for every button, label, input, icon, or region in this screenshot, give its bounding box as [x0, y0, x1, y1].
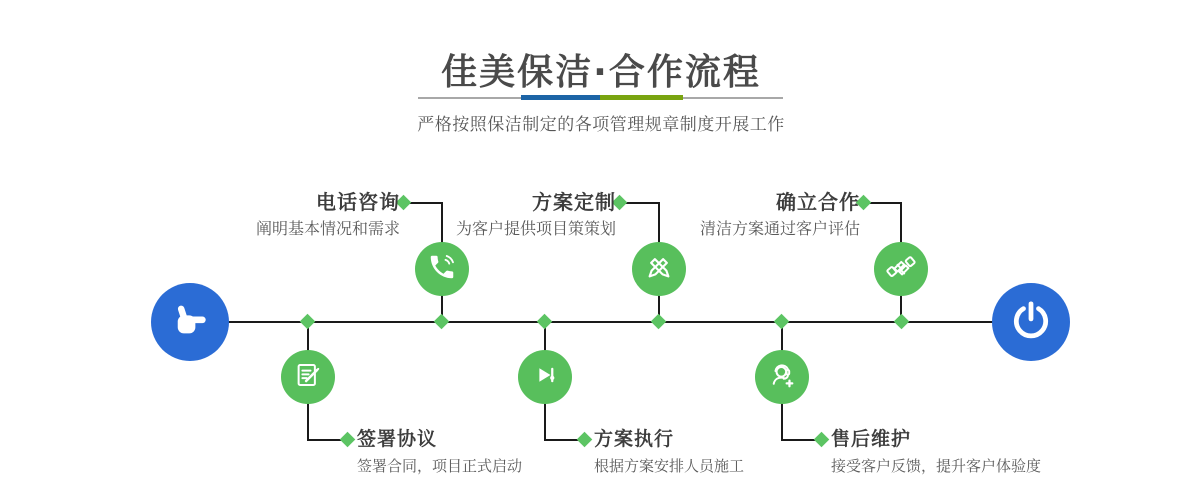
- step-node-handshake: [874, 242, 928, 296]
- step-label-phone: [256, 192, 400, 238]
- step-node-service: [755, 350, 809, 404]
- headset-service-icon: [766, 359, 798, 395]
- step-label-handshake: [700, 192, 860, 238]
- step-desc: 接受客户反馈，提升客户体验度: [831, 457, 1042, 475]
- step-title: 售后维护: [831, 428, 912, 450]
- page-subtitle: 严格按照保洁制定的各项管理规章制度开展工作: [417, 115, 785, 135]
- step-label-sign: [357, 430, 522, 475]
- play-execute-icon: [530, 360, 560, 394]
- step-label-execute: [594, 430, 744, 475]
- step-label-service: [831, 430, 1041, 475]
- hand-pointer-icon: [167, 297, 213, 347]
- design-pencil-icon: [644, 252, 674, 286]
- page-title: 佳美保洁·合作流程: [441, 52, 761, 93]
- step-node-execute: [518, 350, 572, 404]
- step-label-design: [456, 192, 616, 238]
- step-node-phone: [415, 242, 469, 296]
- handshake-icon: [885, 251, 917, 287]
- step-node-design: [632, 242, 686, 296]
- step-title: 方案定制: [532, 190, 616, 214]
- step-desc: 为客户提供项目策策划: [455, 219, 616, 238]
- step-title: 签署协议: [357, 428, 438, 450]
- step-node-sign: [281, 350, 335, 404]
- step-desc: 根据方案安排人员施工: [594, 457, 745, 475]
- phone-icon: [427, 252, 457, 286]
- sign-document-icon: [293, 360, 323, 394]
- step-title: 确立合作: [776, 190, 860, 214]
- step-desc: 阐明基本情况和需求: [255, 219, 400, 238]
- step-title: 电话咨询: [316, 190, 400, 214]
- power-icon: [1009, 298, 1053, 346]
- step-desc: 清洁方案通过客户评估: [699, 219, 860, 238]
- flow-end-node: [992, 283, 1070, 361]
- flow-start-node: [151, 283, 229, 361]
- step-desc: 签署合同，项目正式启动: [357, 457, 523, 475]
- step-title: 方案执行: [594, 428, 675, 450]
